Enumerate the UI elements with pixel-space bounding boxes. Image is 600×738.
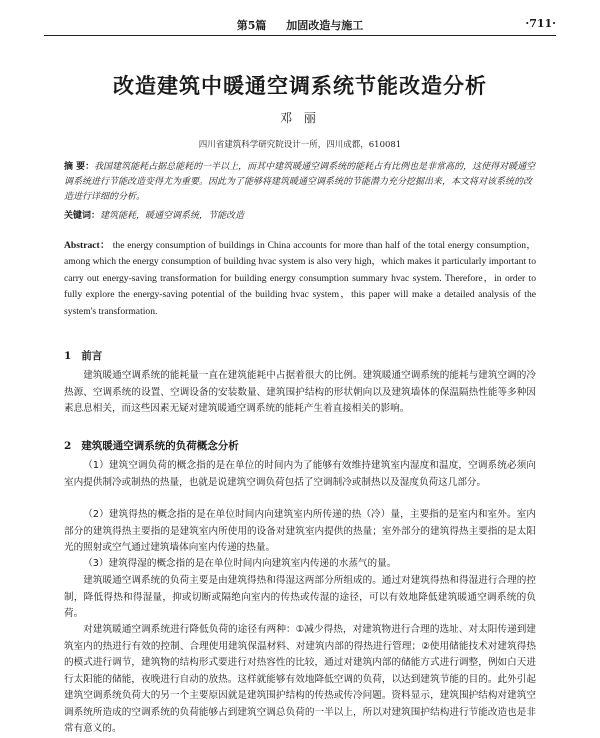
abstract-cn-text: 我国建筑能耗占据总能耗的一半以上，而其中建筑暖通空调系统的能耗占有比例也是非常高的，这使得对暖通空调系统进行节能改造变得尤为重要。因此为了能够将建筑暖通空调系统的节能潜力充分挖掘出来，本文将对该系统的改造进行详细的分析。: [64, 162, 536, 202]
paragraph-load-concept: （1）建筑空调负荷的概念指的是在单位的时间内为了能够有效维持建筑室内湿度和温度，空调系统必须向室内提供制冷或制热的热量，也就是说建筑空调负荷包括了空调制冷或制热以及湿度负荷这几部分。: [64, 460, 536, 488]
section-number: 2: [64, 440, 72, 452]
abstract-en-text: the energy consumption of buildings in China accounts for more than half of the total energy consumption，among which the energy consumption of building hvac system is also very high，which makes it particularly important to carry out energy-saving transformation for building energy consumption summary hvac system. Therefore，in order to fully explore the energy-saving potential of the building hvac system，this paper will make a detailed analysis of the system's transformation.: [64, 240, 536, 317]
paragraph-load-reduction: 对建筑暖通空调系统进行降低负荷的途径有两种：①减少得热，对建筑物进行合理的选址、对太阳传递到建筑室内的热进行有效的控制、合理使用建筑保温材料、对建筑内部的得热进行管理；②使用储能技术对建筑得热的模式进行调节，建筑物的结构形式要进行对热容性的比较，通过对建筑内部的储能方式进行调整，例如白天进行太阳能的储能，夜晚进行自动的放热。这样就能够有效地降低空调的负荷，以达到建筑节能的目的。此外引起建筑空调系统负荷大的另一个主要原因就是建筑围护结构的传热或传冷问题。资料显示，建筑围护结构对建筑空调系统所造成的空调系统的负荷能够占到建筑空调总负荷的一半以上，所以对建筑围护结构进行节能改造也是非常有意义的。: [64, 624, 536, 734]
section-title: 建筑暖通空调系统的负荷概念分析: [81, 440, 239, 452]
affiliation: 四川省建筑科学研究院设计一所，四川成都，610081: [198, 140, 402, 150]
abstract-cn-label: 摘 要：: [64, 162, 95, 172]
author: 邓 丽: [280, 111, 320, 125]
keywords: [64, 209, 536, 224]
section-heading-2: [64, 438, 249, 453]
page-number: ·711·: [525, 17, 556, 30]
keywords-label: 关键词：: [64, 211, 101, 221]
keywords-text: 建筑能耗，暖通空调系统，节能改造: [100, 211, 245, 221]
abstract-en-label: Abstract：: [64, 240, 110, 251]
abstract-chinese: [64, 160, 536, 205]
section-number: 1: [64, 350, 72, 362]
chapter-title: 加固改造与施工: [286, 19, 364, 32]
chapter-number: 第5篇: [236, 19, 267, 32]
paragraph-heat-gain: （2）建筑得热的概念指的是在单位时间内向建筑室内所传递的热（冷）量，主要指的是室内和室外。室内部分的建筑得热主要指的是建筑室内所使用的设备对建筑室内提供的热量；室外部分的建筑得热主要指的是太阳光的照射或空气通过建筑墙体向室内传递的热量。: [64, 509, 536, 553]
abstract-english: [64, 238, 536, 320]
paragraph-intro: 建筑暖通空调系统的能耗量一直在建筑能耗中占据着很大的比例。建筑暖通空调系统的能耗与建筑空调的冷热源、空调系统的设置、空调设备的安装数量、建筑围护结构的形状朝向以及建筑墙体的保温隔热性能等多种因素息息相关，而这些因素无疑对建筑暖通空调系统的能耗产生着直接相关的影响。: [64, 370, 536, 414]
section-heading-1: [64, 348, 112, 363]
paragraph-load-composition: 建筑暖通空调系统的负荷主要是由建筑得热和得湿这两部分所组成的。通过对建筑得热和得湿进行合理的控制，降低得热和得湿量，抑或切断或隔绝向室内的传热或传湿的途径，可以有效地降低建筑暖通空调系统的负荷。: [64, 575, 536, 619]
paragraph-moisture-gain: （3）建筑得湿的概念指的是在单位时间内向建筑室内传递的水蒸气的量。: [83, 558, 397, 569]
header-chapter: [44, 17, 556, 33]
paper-title: 改造建筑中暖通空调系统节能改造分析: [113, 73, 487, 98]
section-title: 前言: [81, 350, 103, 362]
running-header: [44, 15, 556, 36]
